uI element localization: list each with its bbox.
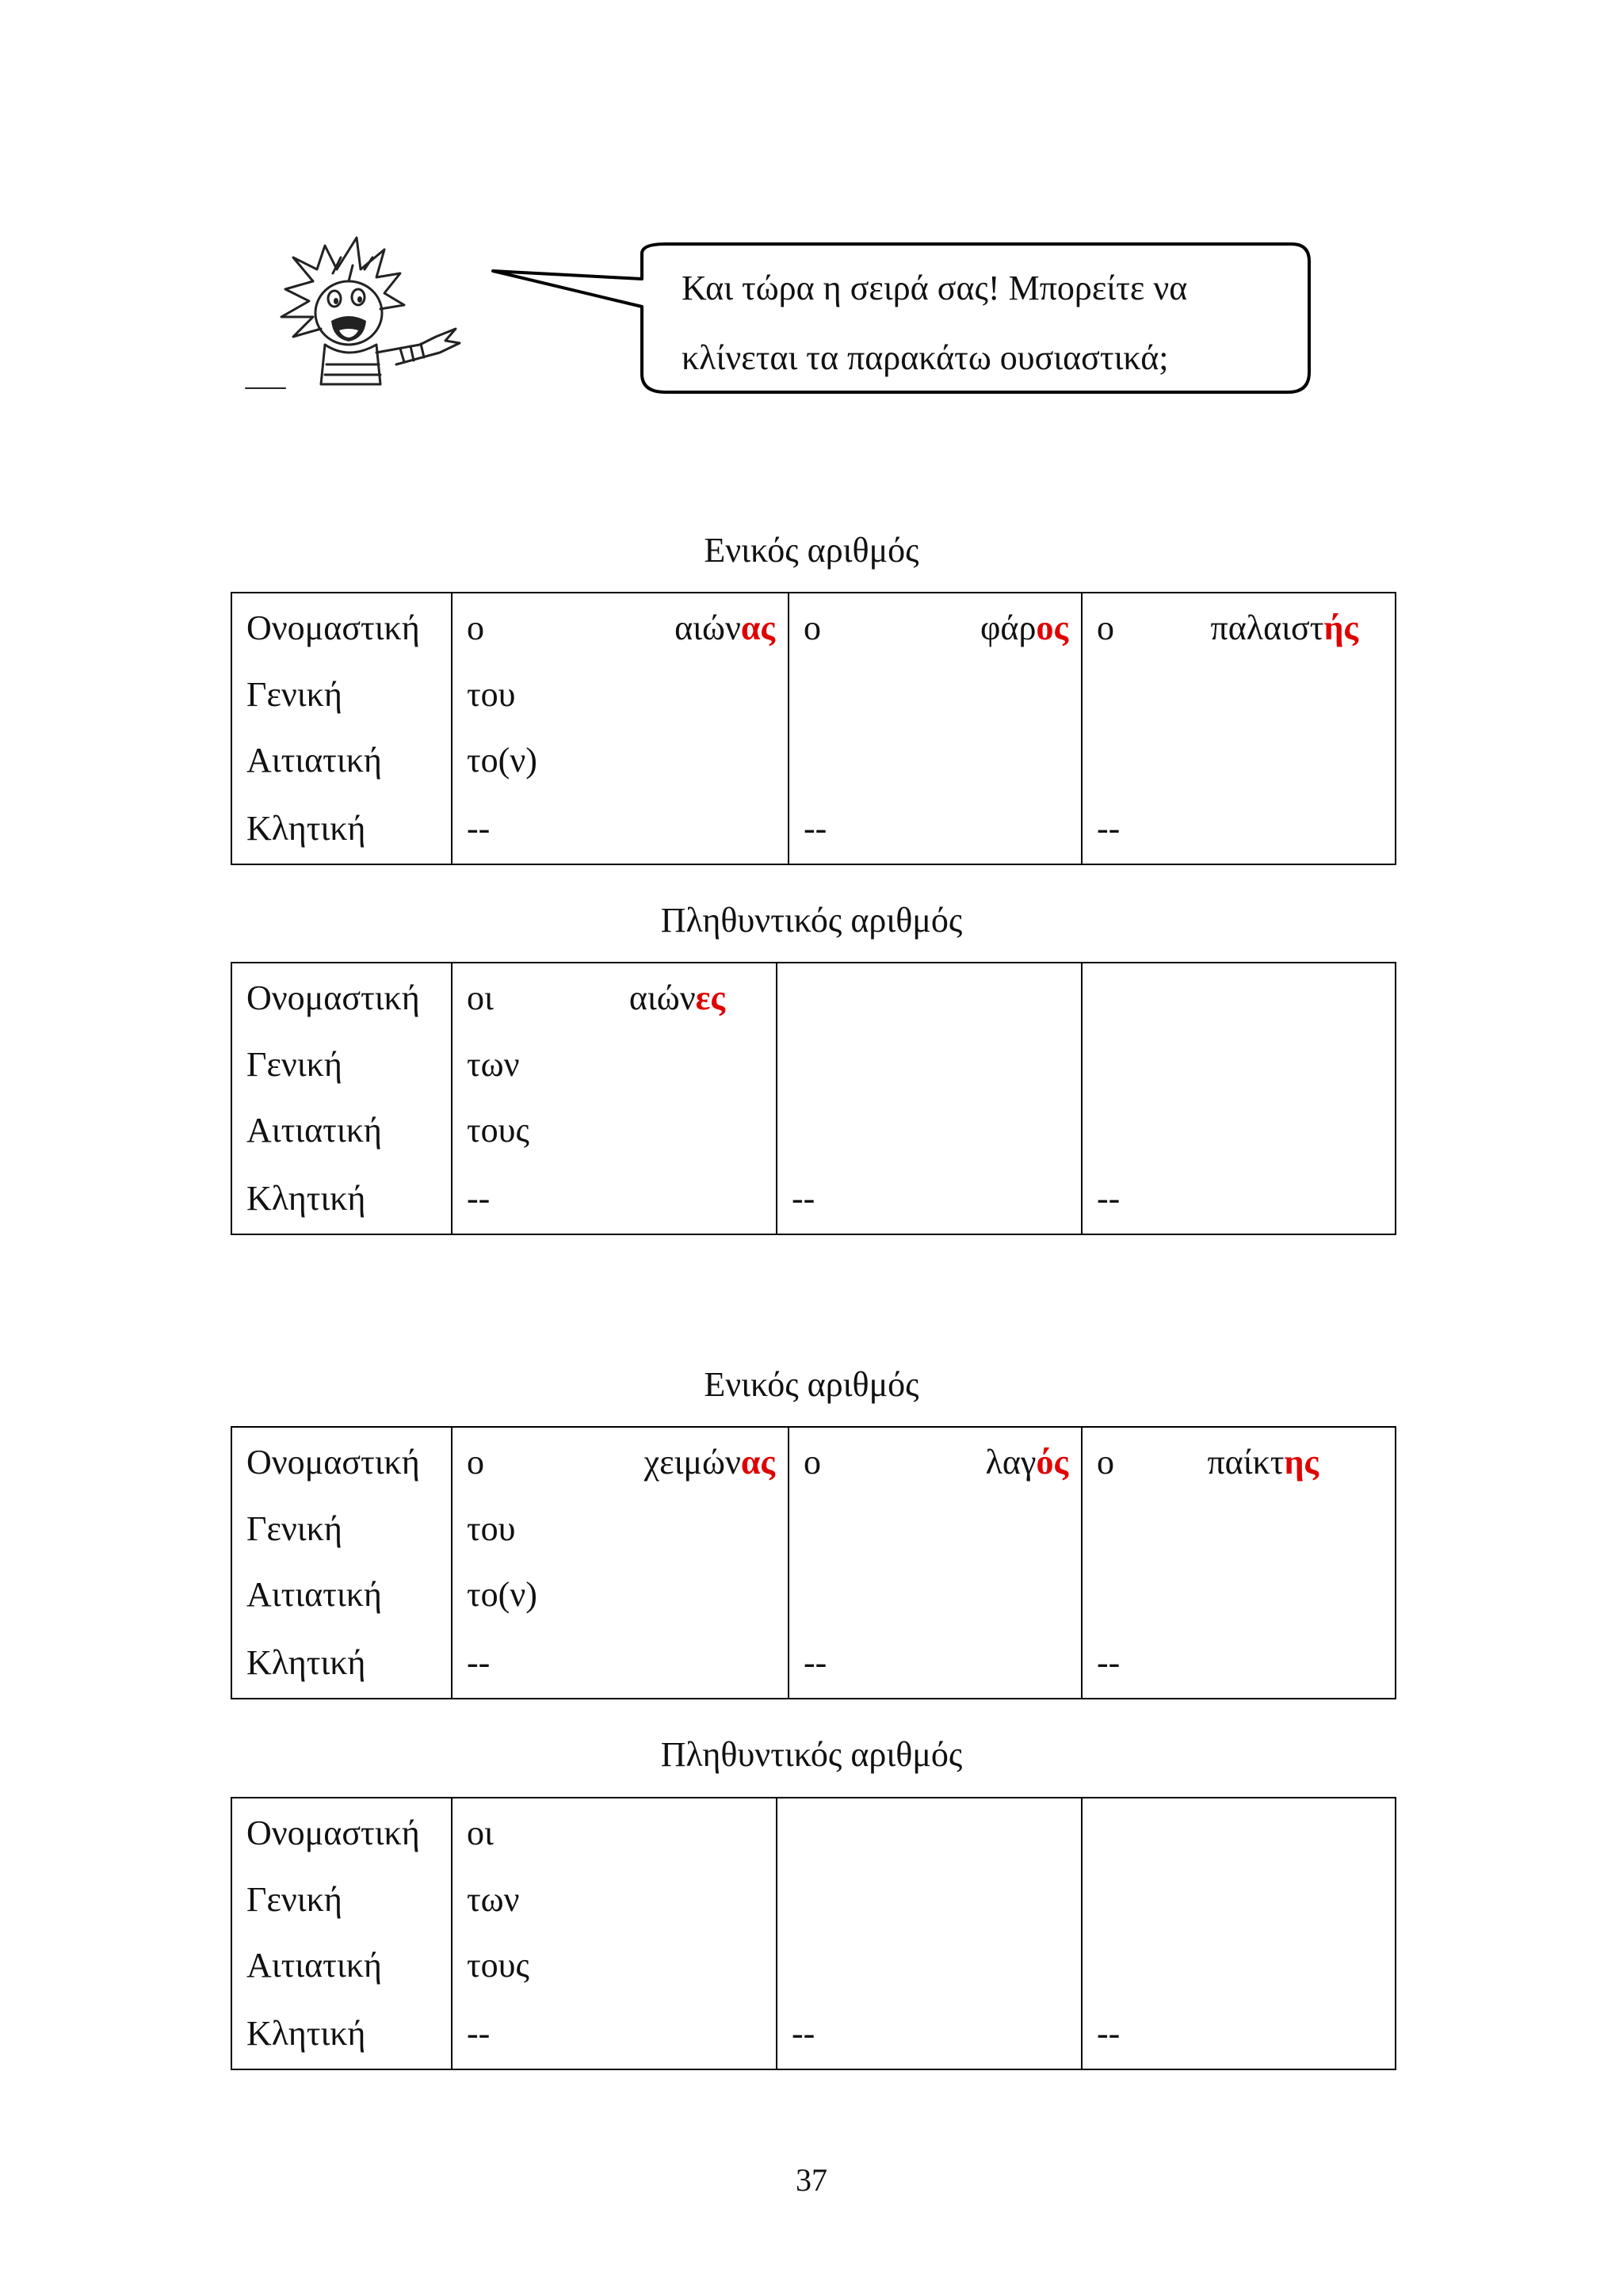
table-row-accusative [231, 1562, 1396, 1627]
cartoon-character-illustration [238, 226, 475, 392]
table-cell: ο παλαιστής [1082, 593, 1396, 662]
table-row-vocative [231, 1998, 1396, 2069]
table-row-nominative [231, 593, 1396, 662]
table-row-vocative [231, 1163, 1396, 1234]
case-label: Ονομαστική [231, 1798, 452, 1867]
table-row-accusative [231, 1097, 1396, 1163]
table-cell: -- [777, 1998, 1082, 2069]
table-row-genitive [231, 662, 1396, 727]
case-label: Αιτιατική [231, 1562, 452, 1627]
table-cell: -- [789, 793, 1082, 864]
table-cell: οι [452, 1798, 777, 1867]
table-cell: ο χειμώνας [452, 1427, 789, 1496]
case-label: Αιτιατική [231, 727, 452, 793]
table-cell [777, 1032, 1082, 1097]
bubble-line-1: Και τώρα η σειρά σας! Μπορείτε να [682, 269, 1188, 307]
table-cell: -- [1082, 1163, 1396, 1234]
table-row-accusative [231, 727, 1396, 793]
declension-table-plural-2 [231, 1797, 1396, 2070]
table-cell: -- [1082, 793, 1396, 864]
table-cell: το(ν) [452, 727, 789, 793]
bubble-line-2: κλίνεται τα παρακάτω ουσιαστικά; [682, 338, 1169, 377]
table-cell: -- [452, 1998, 777, 2069]
table-row-genitive [231, 1032, 1396, 1097]
case-label: Γενική [231, 662, 452, 727]
section-heading-plural-1: Πληθυντικός αριθμός [660, 901, 963, 940]
section-heading-singular-1: Ενικός αριθμός [704, 531, 919, 570]
declension-table-plural-1 [231, 962, 1396, 1235]
table-cell: του [452, 1496, 789, 1562]
table-cell: του [452, 662, 789, 727]
table-cell [777, 1798, 1082, 1867]
case-label: Κλητική [231, 1627, 452, 1699]
table-cell: τους [452, 1097, 777, 1163]
table-cell [1082, 727, 1396, 793]
table-cell [789, 1562, 1082, 1627]
table-cell [1082, 1867, 1396, 1932]
table-cell [1082, 1032, 1396, 1097]
table-cell: -- [777, 1163, 1082, 1234]
table-row-accusative [231, 1932, 1396, 1998]
table-cell: ο αιώνας [452, 593, 789, 662]
declension-table-singular-2 [231, 1426, 1396, 1699]
table-cell: των [452, 1867, 777, 1932]
table-cell: -- [452, 1163, 777, 1234]
case-label: Κλητική [231, 1998, 452, 2069]
table-cell: -- [452, 1627, 789, 1699]
case-label: Γενική [231, 1032, 452, 1097]
table-cell: -- [452, 793, 789, 864]
table-cell: -- [1082, 1998, 1396, 2069]
table-cell: ο παίκτης [1082, 1427, 1396, 1496]
table-cell [777, 1097, 1082, 1163]
table-cell [789, 1496, 1082, 1562]
table-cell [1082, 1097, 1396, 1163]
table-cell [1082, 1562, 1396, 1627]
table-cell: ο φάρος [789, 593, 1082, 662]
table-row-nominative [231, 1427, 1396, 1496]
table-cell: οι αιώνες [452, 963, 777, 1032]
table-cell: ο λαγός [789, 1427, 1082, 1496]
case-label: Ονομαστική [231, 963, 452, 1032]
case-label: Ονομαστική [231, 593, 452, 662]
table-cell: -- [789, 1627, 1082, 1699]
case-label: Γενική [231, 1496, 452, 1562]
table-cell [777, 963, 1082, 1032]
section-heading-plural-2: Πληθυντικός αριθμός [660, 1735, 963, 1774]
case-label: Κλητική [231, 793, 452, 864]
case-label: Γενική [231, 1867, 452, 1932]
table-cell: το(ν) [452, 1562, 789, 1627]
table-cell [1082, 1932, 1396, 1998]
table-row-vocative [231, 1627, 1396, 1699]
speech-bubble-text [682, 254, 1284, 393]
table-cell [789, 727, 1082, 793]
table-row-vocative [231, 793, 1396, 864]
case-label: Κλητική [231, 1163, 452, 1234]
table-cell [777, 1932, 1082, 1998]
table-cell [1082, 1496, 1396, 1562]
table-cell [777, 1867, 1082, 1932]
table-row-genitive [231, 1867, 1396, 1932]
case-label: Αιτιατική [231, 1932, 452, 1998]
case-label: Αιτιατική [231, 1097, 452, 1163]
table-row-nominative [231, 963, 1396, 1032]
table-cell: τους [452, 1932, 777, 1998]
table-cell: -- [1082, 1627, 1396, 1699]
table-cell [1082, 662, 1396, 727]
table-cell [1082, 963, 1396, 1032]
table-row-genitive [231, 1496, 1396, 1562]
table-cell [789, 662, 1082, 727]
case-label: Ονομαστική [231, 1427, 452, 1496]
table-row-nominative [231, 1798, 1396, 1867]
section-heading-singular-2: Ενικός αριθμός [704, 1365, 919, 1404]
declension-table-singular-1 [231, 592, 1396, 865]
table-cell [1082, 1798, 1396, 1867]
page-number: 37 [796, 2162, 827, 2198]
table-cell: των [452, 1032, 777, 1097]
